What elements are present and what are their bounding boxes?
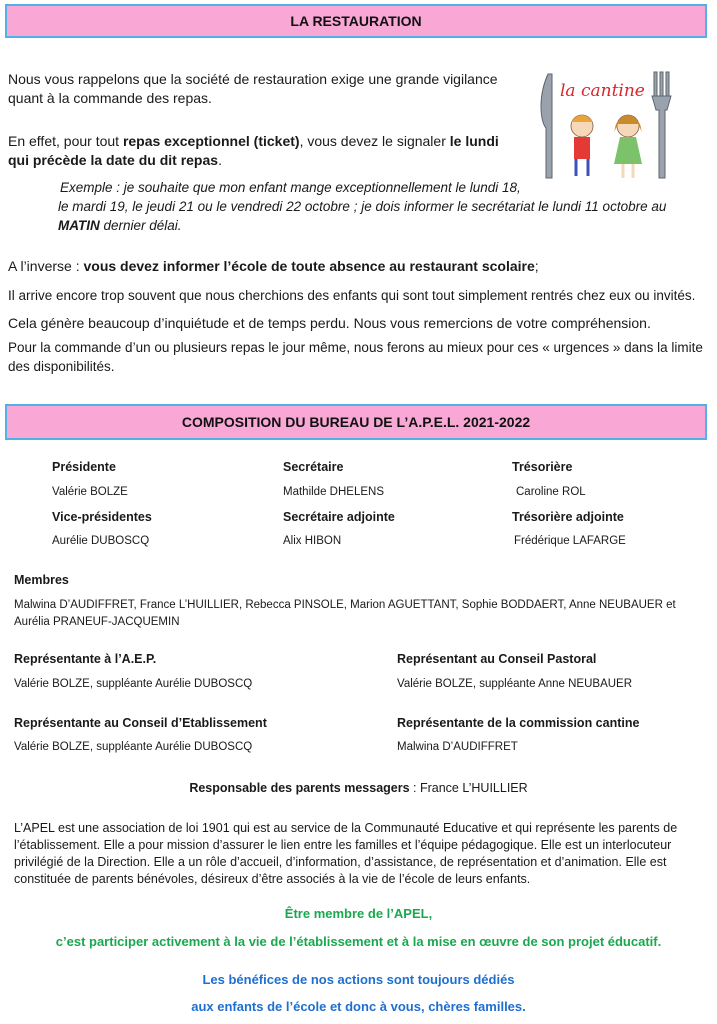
label-membres: Membres [14,573,69,587]
restauration-paragraph-2 [8,132,523,170]
value-presidente: Valérie BOLZE [52,486,128,498]
value-commission-cantine: Malwina D’AUDIFFRET [397,741,518,753]
text-run: , vous devez le signaler [299,133,450,149]
label-conseil-pastoral: Représentant au Conseil Pastoral [397,652,597,666]
label-commission-cantine: Représentante de la commission cantine [397,716,640,730]
parents-messagers-line [0,781,717,795]
value-secretaire-adjointe: Alix HIBON [283,535,342,547]
cantine-illustration-text: la cantine [560,81,645,101]
label-secretaire: Secrétaire [283,460,344,474]
cantine-illustration [530,66,682,186]
text-run: En effet, pour tout [8,133,123,149]
label-secretaire-adjointe: Secrétaire adjointe [283,510,395,524]
value-aep: Valérie BOLZE, suppléante Aurélie DUBOSCQ [14,678,253,690]
value-parents-messagers: : France L’HUILLIER [409,781,528,795]
label-tresoriere-adjointe: Trésorière adjointe [512,510,624,524]
label-parents-messagers: Responsable des parents messagers [189,781,410,795]
section-title-restauration: LA RESTAURATION [5,4,707,38]
example-line-2: le mardi 19, le jeudi 21 ou le vendredi 22 octobre ; je dois informer le secrétariat le lundi 11 octobre au [58,199,667,214]
value-conseil-pastoral: Valérie BOLZE, suppléante Anne NEUBAUER [397,678,633,690]
label-vice-presidentes: Vice-présidentes [52,510,152,524]
label-presidente: Présidente [52,460,116,474]
section-title-bureau: COMPOSITION DU BUREAU DE L’A.P.E.L. 2021-2022 [5,404,707,440]
restauration-paragraph-4: Il arrive encore trop souvent que nous cherchions des enfants qui sont tout simplement rentrés chez eux ou invités. [8,288,696,303]
example-line-3 [58,216,458,235]
apel-tagline-1: Être membre de l’APEL, [284,906,433,921]
example-line-1: Exemple : je souhaite que mon enfant mange exceptionnellement le lundi 18, [60,180,521,195]
label-aep: Représentante à l’A.E.P. [14,652,157,666]
text-run-bold: MATIN [58,218,100,233]
label-conseil-etablissement: Représentante au Conseil d’Etablissement [14,716,267,730]
text-run: A l’inverse : [8,258,84,274]
apel-tagline-2: c’est participer activement à la vie de l’établissement et à la mise en œuvre de son projet éducatif. [55,934,662,949]
value-conseil-etablissement: Valérie BOLZE, suppléante Aurélie DUBOSCQ [14,741,253,753]
apel-benefits-2: aux enfants de l’école et donc à vous, chères familles. [191,999,526,1014]
value-tresoriere-adjointe: Frédérique LAFARGE [514,535,626,547]
label-tresoriere: Trésorière [512,460,573,474]
text-run: dernier délai. [99,218,182,233]
value-membres: Malwina D’AUDIFFRET, France L’HUILLIER, Rebecca PINSOLE, Marion AGUETTANT, Sophie BODDAERT, Anne NEUBAUER et Aurélia PRANEUF-JACQUEMIN [14,599,676,628]
text-run-bold: le lundi qui précède la date du dit repas [8,133,499,168]
apel-description: L’APEL est une association de loi 1901 qui est au service de la Communauté Educative et qui représente les parents de l’établissement. Elle a pour mission d’assurer le lien entre les familles et l’équipe pédagogique. Elle est un interlocuteur privilégié de la Direction. Elle a un rôle d’accueil, d’information, d’assistance, de représentation et d’animation. Elle est constituée de parents bénévoles, désireux d’être associés à la vie de l’école de leurs enfants. [14,821,678,886]
value-vice-presidentes: Aurélie DUBOSCQ [52,535,150,547]
text-run: ; [534,258,539,274]
value-secretaire: Mathilde DHELENS [283,486,384,498]
restauration-paragraph-3 [8,257,708,276]
apel-benefits-1: Les bénéfices de nos actions sont toujours dédiés [202,972,515,987]
restauration-paragraph-5: Cela génère beaucoup d’inquiétude et de temps perdu. Nous vous remercions de votre compréhension. [8,315,651,331]
text-run: . [218,152,222,168]
text-run-bold: vous devez informer l’école de toute absence au restaurant scolaire [83,258,535,274]
text-run-bold: repas exceptionnel (ticket) [122,133,300,149]
restauration-paragraph-6: Pour la commande d’un ou plusieurs repas le jour même, nous ferons au mieux pour ces « urgences » dans la limite des disponibilités. [8,340,703,374]
restauration-paragraph-1: Nous vous rappelons que la société de restauration exige une grande vigilance quant à la commande des repas. [8,71,498,106]
value-tresoriere: Caroline ROL [516,486,586,498]
